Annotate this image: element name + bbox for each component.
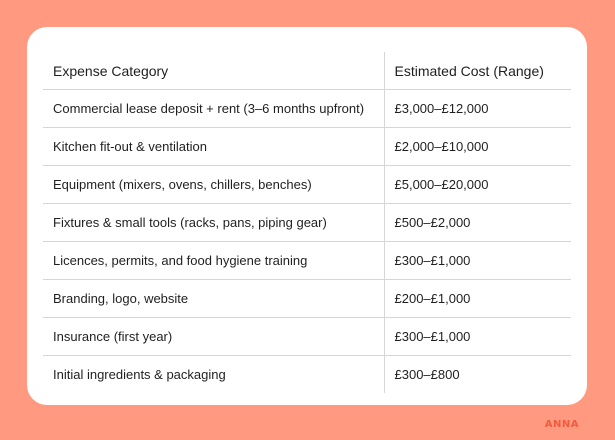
table-row bbox=[43, 128, 571, 166]
header-estimated-cost: Estimated Cost (Range) bbox=[384, 52, 571, 90]
expense-category-cell: Kitchen fit-out & ventilation bbox=[43, 128, 384, 166]
header-expense-category: Expense Category bbox=[43, 52, 384, 90]
table-row bbox=[43, 204, 571, 242]
brand-logo: ANNA bbox=[544, 419, 579, 430]
estimated-cost-cell: £2,000–£10,000 bbox=[384, 128, 571, 166]
estimated-cost-cell: £500–£2,000 bbox=[384, 204, 571, 242]
expense-category-cell: Initial ingredients & packaging bbox=[53, 367, 226, 382]
estimated-cost-cell: £200–£1,000 bbox=[384, 280, 571, 318]
expense-category-cell: Commercial lease deposit + rent (3–6 months upfront) bbox=[43, 90, 384, 128]
table-row bbox=[43, 90, 571, 128]
expense-category-cell: Licences, permits, and food hygiene training bbox=[43, 242, 384, 280]
table-row bbox=[43, 242, 571, 280]
estimated-cost-cell: £5,000–£20,000 bbox=[384, 166, 571, 204]
expense-table bbox=[43, 52, 571, 393]
estimated-cost-cell: £300–£1,000 bbox=[384, 242, 571, 280]
expense-category-cell: Branding, logo, website bbox=[43, 280, 384, 318]
table-row bbox=[43, 356, 571, 394]
table-card bbox=[27, 27, 587, 405]
estimated-cost-cell: £300–£800 bbox=[384, 356, 571, 394]
expense-category-cell: Insurance (first year) bbox=[43, 318, 384, 356]
table-row bbox=[43, 318, 571, 356]
expense-category-cell: Fixtures & small tools (racks, pans, piping gear) bbox=[43, 204, 384, 242]
table-header-row bbox=[43, 52, 571, 90]
estimated-cost-cell: £300–£1,000 bbox=[384, 318, 571, 356]
table-row bbox=[43, 166, 571, 204]
expense-category-cell: Equipment (mixers, ovens, chillers, benches) bbox=[43, 166, 384, 204]
estimated-cost-cell: £3,000–£12,000 bbox=[384, 90, 571, 128]
table-row bbox=[43, 280, 571, 318]
